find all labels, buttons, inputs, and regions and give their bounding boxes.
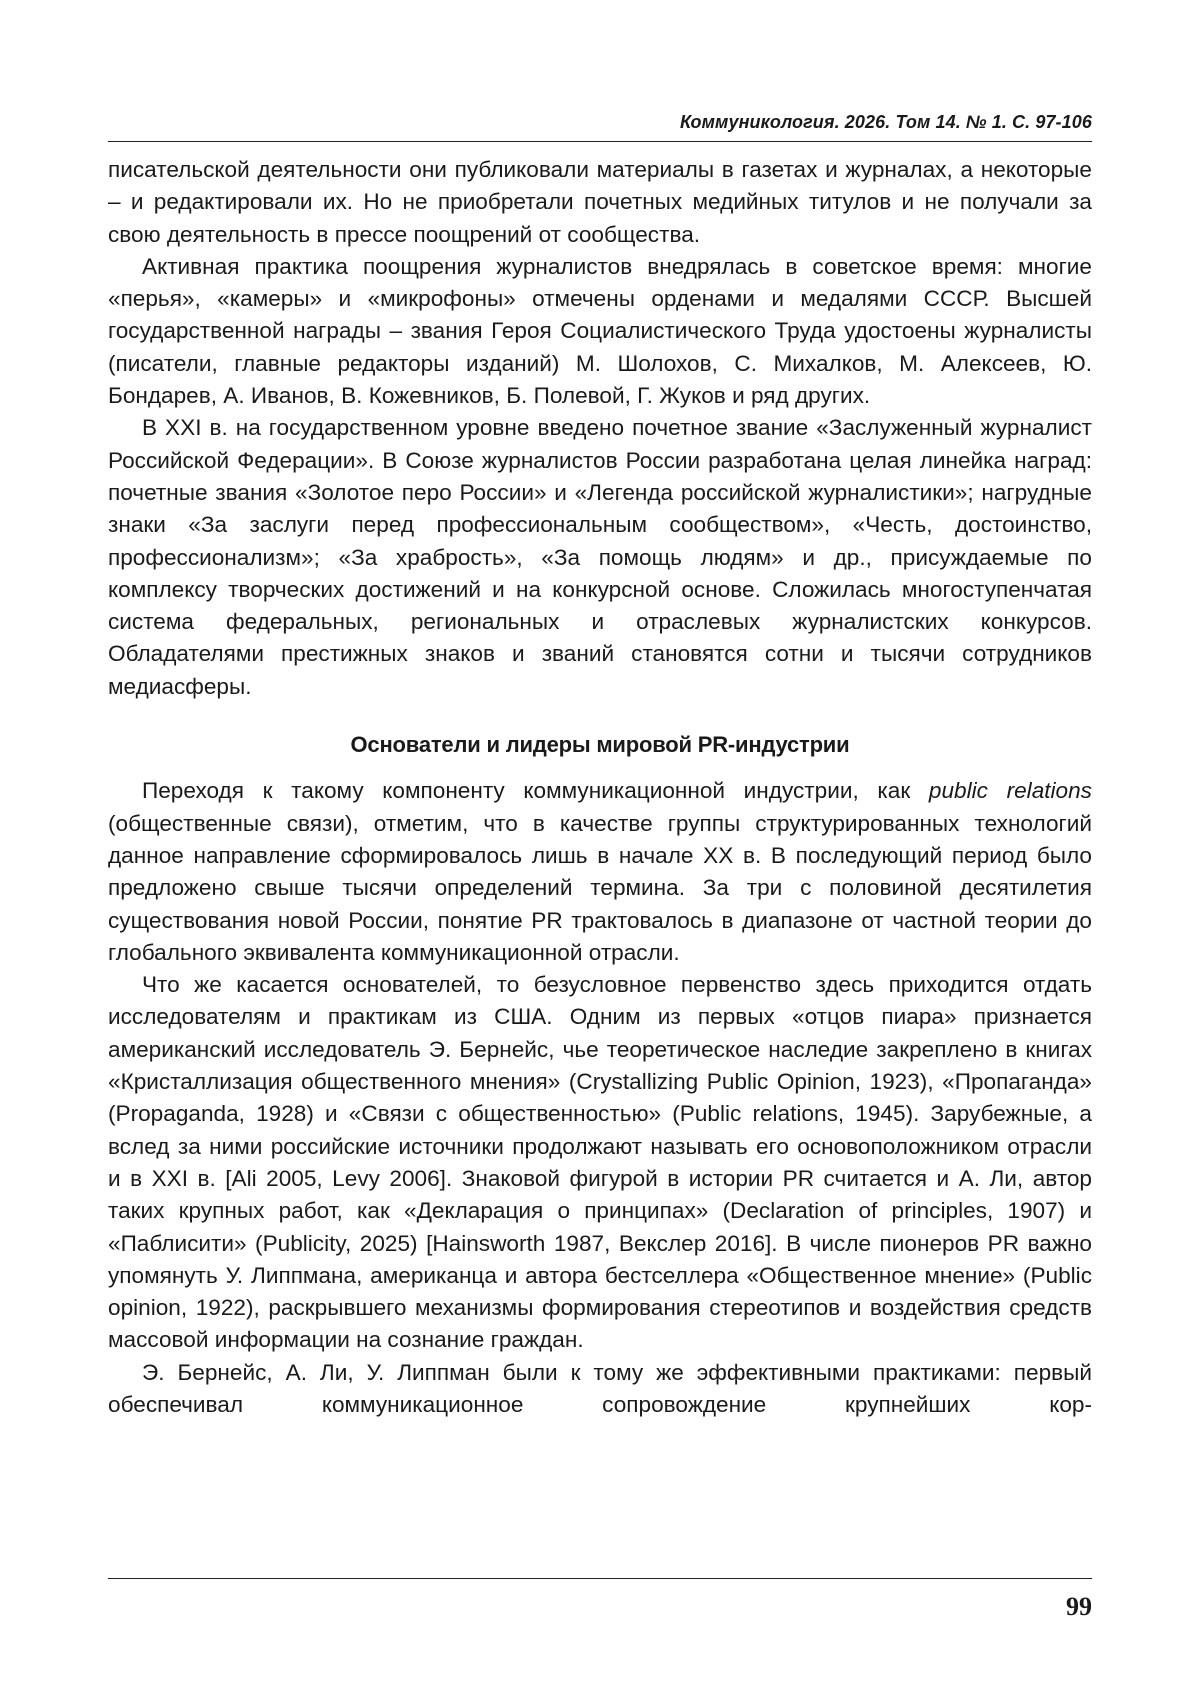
paragraph-3: В XXI в. на государственном уровне введено почетное звание «Заслуженный журналист Российской Федерации». В Союзе журналистов России разработана целая линейка наград: почетные звания «Золотое перо России» и «Легенда российской журналистики»; нагрудные знаки «За заслуги перед профессиональным сообществом», «Честь, достоинство, профессионализм»; «За храбрость», «За помощь людям» и др., присуждаемые по комплексу творческих достижений и на конкурсной основе. Сложилась многоступенчатая система федеральных, региональных и отраслевых журналистских конкурсов. Обладателями престижных знаков и званий становятся сотни и тысячи сотрудников медиасферы. — [108, 415, 1092, 699]
paragraph-4-italic-term: public relations — [928, 778, 1092, 804]
paragraph-4 — [108, 775, 1092, 969]
paragraph-2: Активная практика поощрения журналистов внедрялась в советское время: многие «перья», «камеры» и «микрофоны» отмечены орденами и медалями СССР. Высшей государственной награды – звания Героя Социалистического Труда удостоены журналисты (писатели, главные редакторы изданий) М. Шолохов, С. Михалков, М. Алексеев, Ю. Бондарев, А. Иванов, В. Кожевников, Б. Полевой, Г. Жуков и ряд других. — [108, 253, 1092, 409]
footer-rule — [108, 1578, 1092, 1579]
article-body — [108, 154, 1092, 1421]
journal-page — [108, 0, 1092, 1708]
paragraph-6: Э. Бернейс, А. Ли, У. Липпман были к тому же эффективными практиками: первый обеспечивал коммуникационное сопровождение крупнейших кор- — [108, 1359, 1092, 1417]
paragraph-4-rest: (общественные связи), отметим, что в качестве группы структурированных технологий данное направление сформировалось лишь в начале XX в. В последующий период было предложено свыше тысячи определений термина. За три с половиной десятилетия существования новой России, понятие PR трактовалось в диапазоне от частной теории до глобального эквивалента коммуникационной отрасли. — [108, 810, 1092, 965]
running-title: Коммуникология. 2026. Том 14. № 1. С. 97-106 — [680, 112, 1092, 132]
paragraph-4-start: Переходя к такому компоненту коммуникационной индустрии, как — [142, 778, 929, 804]
page-number: 99 — [1066, 1592, 1092, 1621]
header-rule — [108, 141, 1092, 142]
section-heading: Основатели и лидеры мировой PR-индустрии — [350, 732, 850, 758]
paragraph-1: писательской деятельности они публиковали материалы в газетах и журналах, а некоторые – и редактировали их. Но не приобретали почетных медийных титулов и не получали за свою деятельность в прессе поощрений от сообщества. — [108, 157, 1092, 247]
paragraph-5: Что же касается основателей, то безусловное первенство здесь приходится отдать исследователям и практикам из США. Одним из первых «отцов пиара» признается американский исследователь Э. Бернейс, чье теоретическое наследие закреплено в книгах «Кристаллизация общественного мнения» (Crystallizing Public Opinion, 1923), «Пропаганда» (Propaganda, 1928) и «Связи с общественностью» (Public relations, 1945). Зарубежные, а вслед за ними российские источники продолжают называть его основоположником отрасли и в XXI в. [Ali 2005, Levy 2006]. Знаковой фигурой в истории PR считается и А. Ли, автор таких крупных работ, как «Декларация о принципах» (Declaration of principles, 1907) и «Паблисити» (Publicity, 2025) [Hainsworth 1987, Векслер 2016]. В числе пионеров PR важно упомянуть У. Липпмана, американца и автора бестселлера «Общественное мнение» (Public opinion, 1922), раскрывшего механизмы формирования стереотипов и воздействия средств массовой информации на сознание граждан. — [108, 972, 1092, 1353]
